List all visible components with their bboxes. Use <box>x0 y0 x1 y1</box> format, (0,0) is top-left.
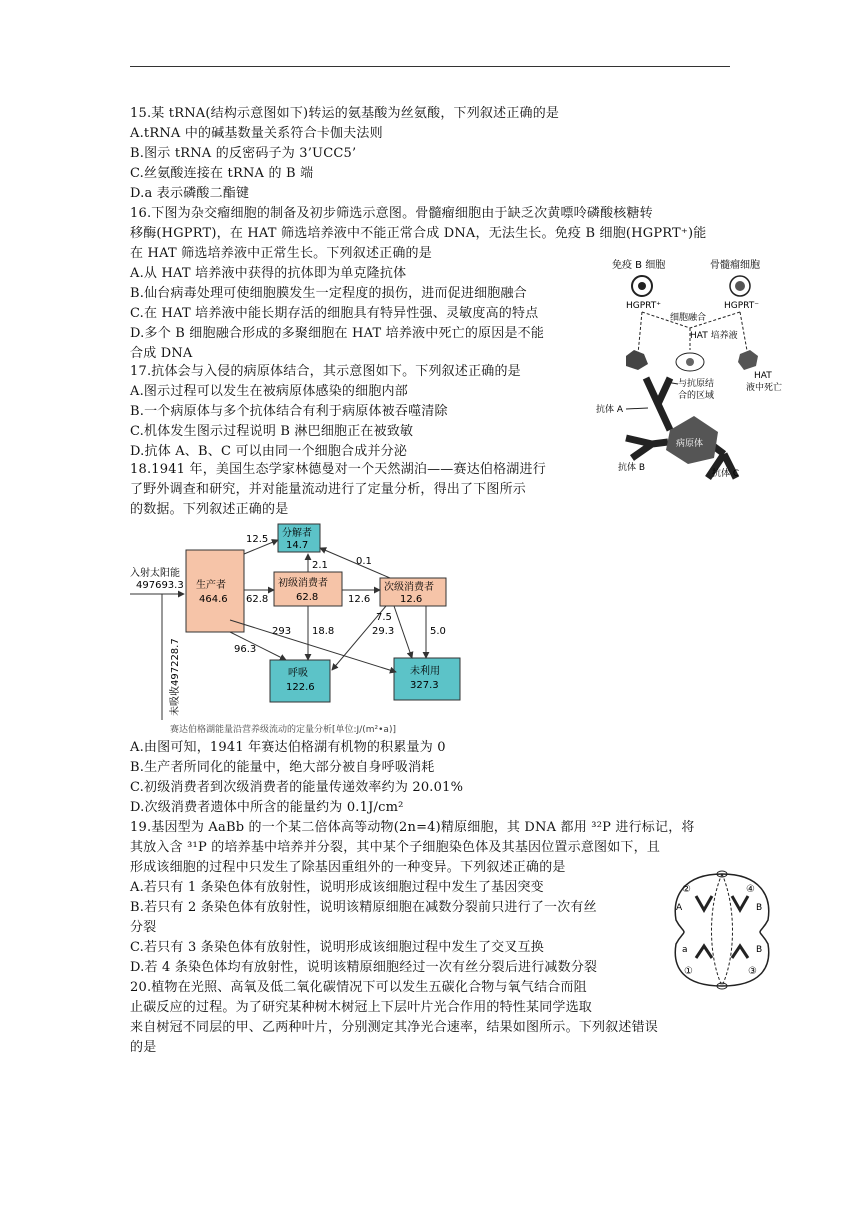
q19-option-a: A.若只有 1 条染色体有放射性，说明形成该细胞过程中发生了基因突变 <box>130 880 544 895</box>
hgprt-plus-label: HGPRT⁺ <box>626 301 662 311</box>
edge-2-1: 2.1 <box>312 560 328 571</box>
q18-stem-2: 了野外调查和研究，并对能量流动进行了定量分析，得出了下图所示 <box>130 482 527 497</box>
producer-box <box>186 550 244 632</box>
edge-0-1: 0.1 <box>356 556 372 567</box>
header-rule <box>130 66 730 67</box>
b-cell-label: 免疫 B 细胞 <box>612 260 666 271</box>
respiration-value: 122.6 <box>286 682 315 693</box>
gene-label-b-lower: B <box>756 945 763 955</box>
unused-label: 未利用 <box>410 666 440 677</box>
edge-29-3: 29.3 <box>372 626 395 637</box>
q19-stem-1: 19.基因型为 AaBb 的一个某二倍体高等动物(2n=4)精原细胞，其 DNA 都用 ³²P 进行标记，将 <box>130 820 695 835</box>
q19-option-b-1: B.若只有 2 条染色体有放射性，说明该精原细胞在减数分裂前只进行了一次有丝 <box>130 900 597 915</box>
fusion-label: 细胞融合 <box>670 313 707 323</box>
chromosome-label-4: ④ <box>746 884 755 895</box>
edge-293: 293 <box>272 626 292 637</box>
q17-option-a: A.图示过程可以发生在被病原体感染的细胞内部 <box>130 384 408 399</box>
chromosome-label-1: ① <box>684 966 693 977</box>
q17-option-d: D.抗体 A、B、C 可以由同一个细胞合成并分泌 <box>130 444 408 459</box>
cell-division-figure <box>668 866 776 992</box>
edge-12-5: 12.5 <box>246 534 269 545</box>
dead-label-2: 液中死亡 <box>746 383 783 393</box>
q20-line-3: 来自树冠不同层的甲、乙两种叶片，分别测定其净光合速率，结果如图所示。下列叙述错误 <box>130 1020 659 1035</box>
hybridoma-figure <box>598 254 783 394</box>
binding-region-label-2: 合的区域 <box>678 391 715 401</box>
energy-flow-diagram <box>126 520 486 738</box>
q16-option-c: C.在 HAT 培养液中能长期存活的细胞具有特异性强、灵敏度高的特点 <box>130 306 539 321</box>
gene-label-a-lower: a <box>682 945 688 955</box>
q16-stem-2: 移酶(HGPRT)，在 HAT 筛选培养液中不能正常合成 DNA，无法生长。免疫 B 细胞(HGPRT⁺)能 <box>130 226 707 241</box>
q19-option-b-2: 分裂 <box>130 920 157 935</box>
antibody-b-label: 抗体 B <box>618 463 646 473</box>
q18-option-c: C.初级消费者到次级消费者的能量传递效率约为 20.01% <box>130 780 464 795</box>
q16-option-d-2: 合成 DNA <box>130 346 193 361</box>
hat-label: HAT 培养液 <box>690 331 738 341</box>
sunlight-label: 入射太阳能 <box>130 568 180 579</box>
sunlight-value: 497693.3 <box>136 580 184 591</box>
dead-myeloma-icon <box>738 350 758 370</box>
q16-option-b: B.仙台病毒处理可使细胞膜发生一定程度的损伤，进而促进细胞融合 <box>130 286 527 301</box>
chromosome-label-3: ③ <box>748 966 757 977</box>
q19-option-c: C.若只有 3 条染色体有放射性，说明形成该细胞过程中发生了交叉互换 <box>130 940 544 955</box>
respiration-box <box>270 660 330 702</box>
q18-option-b: B.生产者所同化的能量中，绝大部分被自身呼吸消耗 <box>130 760 435 775</box>
q19-stem-3: 形成该细胞的过程中只发生了除基因重组外的一种变异。下列叙述正确的是 <box>130 860 566 875</box>
q20-line-1: 20.植物在光照、高氧及低二氧化碳情况下可以发生五碳化合物与氧气结合而阻 <box>130 980 587 995</box>
unabsorbed-label: 未吸收497228.7 <box>170 638 181 716</box>
edge-62-8: 62.8 <box>246 594 269 605</box>
hgprt-minus-label: HGPRT⁻ <box>724 301 760 311</box>
q19-stem-2: 其放入含 ³¹P 的培养基中培养并分裂，其中某个子细胞染色体及其基因位置示意图如下，且 <box>130 840 661 855</box>
dead-cell-icon <box>626 350 648 370</box>
dead-label-1: HAT <box>754 371 772 381</box>
edge-18-8: 18.8 <box>312 626 335 637</box>
unused-box <box>394 658 460 700</box>
secondary-consumer-value: 12.6 <box>400 594 423 605</box>
q16-stem-3: 在 HAT 筛选培养液中正常生长。下列叙述正确的是 <box>130 246 432 261</box>
antibody-a-label: 抗体 A <box>596 405 624 415</box>
decomposer-label: 分解者 <box>282 528 312 539</box>
q18-option-a: A.由图可知，1941 年赛达伯格湖有机物的积累量为 0 <box>130 740 446 755</box>
decomposer-value: 14.7 <box>286 540 309 551</box>
q15-option-d: D.a 表示磷酸二酯键 <box>130 186 250 201</box>
respiration-label: 呼吸 <box>288 668 308 679</box>
q20-line-2: 止碳反应的过程。为了研究某种树木树冠上下层叶片光合作用的特性某同学选取 <box>130 1000 593 1015</box>
q16-stem-1: 16.下图为杂交瘤细胞的制备及初步筛选示意图。骨髓瘤细胞由于缺乏次黄嘌呤磷酸核糖转 <box>130 206 653 221</box>
q15-option-c: C.丝氨酸连接在 tRNA 的 B 端 <box>130 166 314 181</box>
q18-stem-1: 18.1941 年，美国生态学家林德曼对一个天然湖泊——赛达伯格湖进行 <box>130 462 546 477</box>
edge-5-0: 5.0 <box>430 626 446 637</box>
edge-7-5: 7.5 <box>376 612 392 623</box>
antibody-c-label: 抗体 C <box>712 469 740 479</box>
gene-label-a-upper: A <box>676 903 683 913</box>
q16-option-a: A.从 HAT 培养液中获得的抗体即为单克隆抗体 <box>130 266 407 281</box>
q18-stem-3: 的数据。下列叙述正确的是 <box>130 502 289 517</box>
q18-option-d: D.次级消费者遗体中所含的能量约为 0.1J/cm² <box>130 800 404 815</box>
q17-stem: 17.抗体会与入侵的病原体结合，其示意图如下。下列叙述正确的是 <box>130 364 521 379</box>
edge-96-3: 96.3 <box>234 644 257 655</box>
q15-option-a: A.tRNA 中的碱基数量关系符合卡伽夫法则 <box>130 126 383 141</box>
q17-option-b: B.一个病原体与多个抗体结合有利于病原体被吞噬清除 <box>130 404 448 419</box>
q19-option-d: D.若 4 条染色体均有放射性，说明该精原细胞经过一次有丝分裂后进行减数分裂 <box>130 960 598 975</box>
pathogen-label: 病原体 <box>676 439 704 449</box>
producer-label: 生产者 <box>196 580 226 591</box>
antibody-b-shape <box>626 438 668 458</box>
energy-flow-caption: 赛达伯格湖能量沿营养级流动的定量分析[单位:J/(m²•a)] <box>170 725 396 735</box>
myeloma-label: 骨髓瘤细胞 <box>710 260 760 271</box>
edge-12-6: 12.6 <box>348 594 371 605</box>
producer-value: 464.6 <box>199 594 228 605</box>
q16-option-d-1: D.多个 B 细胞融合形成的多聚细胞在 HAT 培养液中死亡的原因是不能 <box>130 326 545 341</box>
q17-option-c: C.机体发生图示过程说明 B 淋巴细胞正在被致敏 <box>130 424 414 439</box>
q15-option-b: B.图示 tRNA 的反密码子为 3’UCC5’ <box>130 146 357 161</box>
chromosome-label-2: ② <box>682 884 691 895</box>
binding-region-label-1: 与抗原结 <box>678 379 715 389</box>
primary-consumer-label: 初级消费者 <box>278 578 328 589</box>
antibody-a-shape <box>646 378 670 430</box>
antibody-figure <box>596 374 776 486</box>
q20-line-4: 的是 <box>130 1040 157 1055</box>
secondary-consumer-label: 次级消费者 <box>384 582 434 593</box>
q15-stem: 15.某 tRNA(结构示意图如下)转运的氨基酸为丝氨酸，下列叙述正确的是 <box>130 106 560 121</box>
unused-value: 327.3 <box>410 680 439 691</box>
gene-label-b-upper: B <box>756 903 763 913</box>
primary-consumer-value: 62.8 <box>296 592 319 603</box>
